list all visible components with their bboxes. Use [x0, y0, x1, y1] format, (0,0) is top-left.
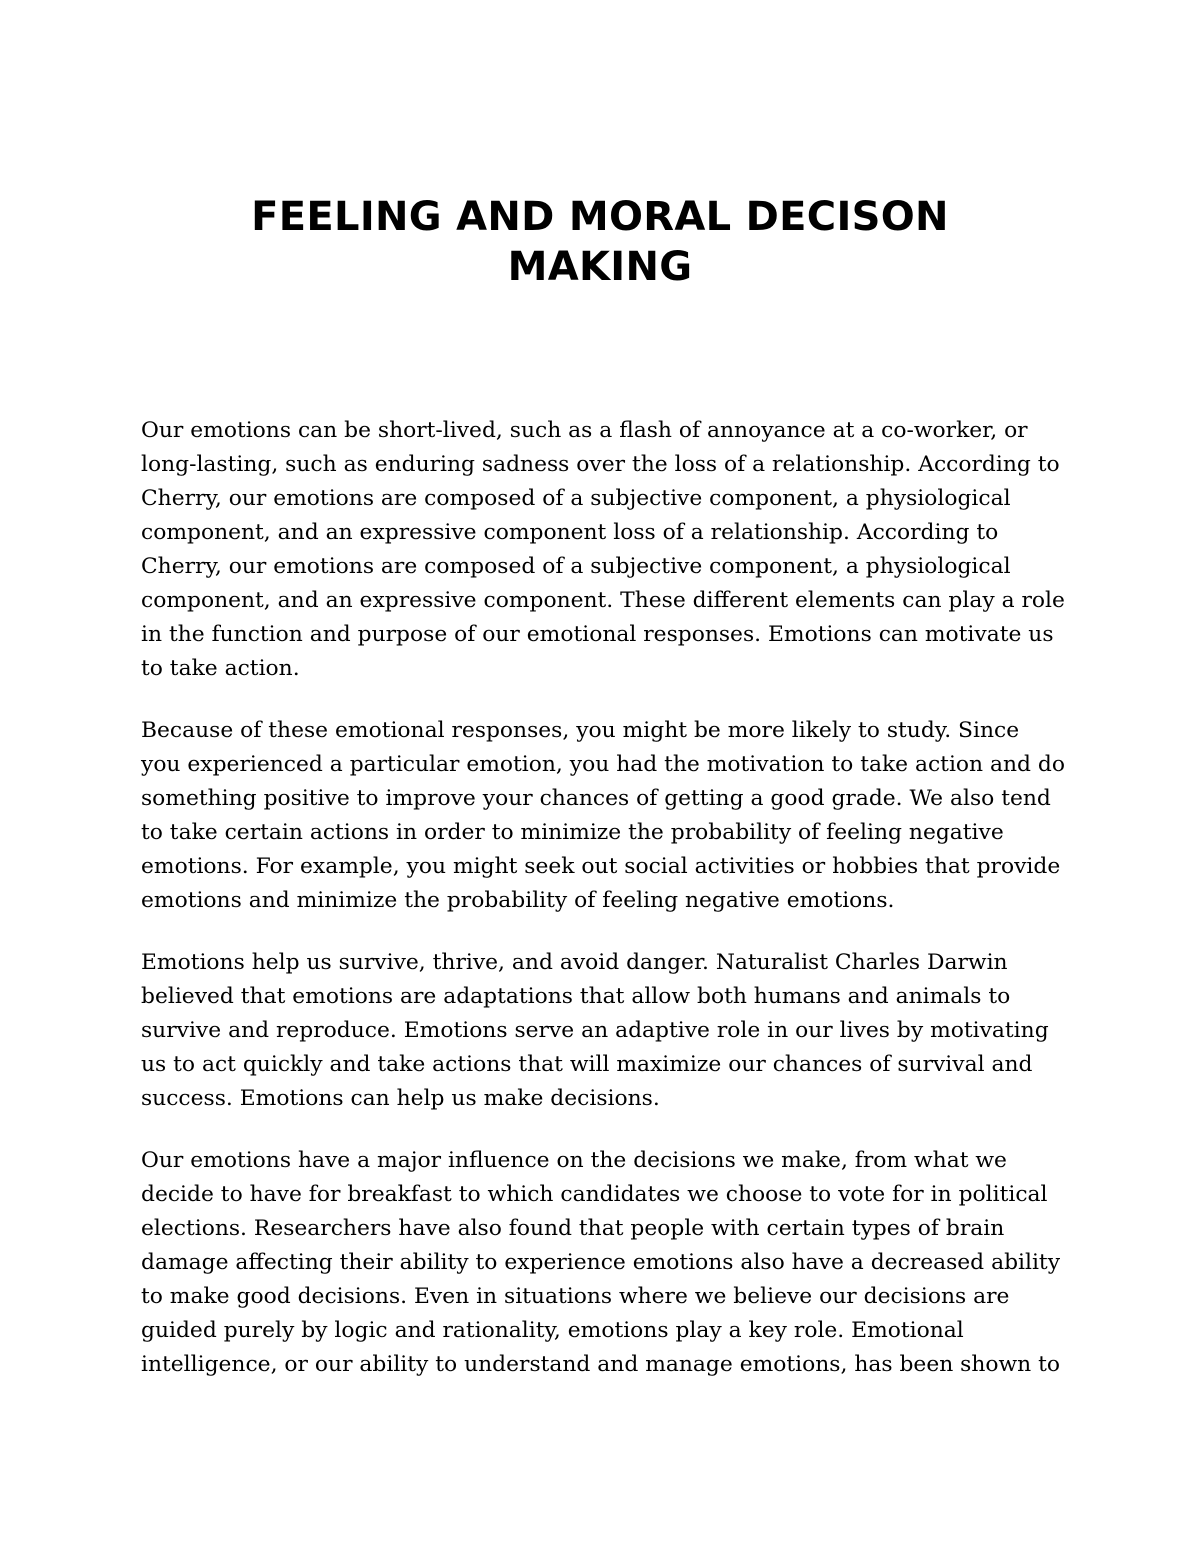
text-line: Our emotions can be short-lived, such as a flash of annoyance at a co-worker, or [141, 418, 1028, 443]
text-line: in the function and purpose of our emotional responses. Emotions can motivate us [141, 622, 1054, 647]
text-line: Cherry, our emotions are composed of a subjective component, a physiological [141, 554, 1011, 579]
paragraph-1 [141, 414, 1071, 686]
title-line: MAKING [507, 244, 693, 290]
text-line: Because of these emotional responses, you might be more likely to study. Since [141, 718, 1020, 743]
text-line: us to act quickly and take actions that will maximize our chances of survival and [141, 1052, 1033, 1077]
text-line: emotions and minimize the probability of feeling negative emotions. [141, 888, 895, 913]
text-line: intelligence, or our ability to understand and manage emotions, has been shown to [141, 1352, 1061, 1377]
text-line: success. Emotions can help us make decisions. [141, 1086, 660, 1111]
text-line: damage affecting their ability to experience emotions also have a decreased ability [141, 1250, 1061, 1275]
text-line: decide to have for breakfast to which candidates we choose to vote for in political [141, 1182, 1048, 1207]
paragraph-3 [141, 946, 1071, 1116]
text-line: survive and reproduce. Emotions serve an adaptive role in our lives by motivating [141, 1018, 1049, 1043]
paragraph-2 [141, 714, 1071, 918]
document-body [141, 414, 1071, 1410]
text-line: to make good decisions. Even in situations where we believe our decisions are [141, 1284, 1010, 1309]
text-line: Emotions help us survive, thrive, and avoid danger. Naturalist Charles Darwin [141, 950, 1008, 975]
text-line: component, and an expressive component. These different elements can play a role [141, 588, 1065, 613]
paragraph-4 [141, 1144, 1071, 1382]
text-line: believed that emotions are adaptations that allow both humans and animals to [141, 984, 1011, 1009]
text-line: elections. Researchers have also found that people with certain types of brain [141, 1216, 1005, 1241]
text-line: you experienced a particular emotion, you had the motivation to take action and do [141, 752, 1065, 777]
text-line: Cherry, our emotions are composed of a subjective component, a physiological [141, 486, 1011, 511]
text-line: to take action. [141, 656, 300, 681]
text-line: Our emotions have a major influence on the decisions we make, from what we [141, 1148, 1007, 1173]
text-line: long-lasting, such as enduring sadness over the loss of a relationship. According to [141, 452, 1060, 477]
document-title [140, 192, 1060, 292]
text-line: emotions. For example, you might seek out social activities or hobbies that provide [141, 854, 1061, 879]
title-line: FEELING AND MORAL DECISON [251, 194, 949, 240]
text-line: to take certain actions in order to minimize the probability of feeling negative [141, 820, 1004, 845]
text-line: guided purely by logic and rationality, emotions play a key role. Emotional [141, 1318, 964, 1343]
text-line: something positive to improve your chances of getting a good grade. We also tend [141, 786, 1051, 811]
text-line: component, and an expressive component loss of a relationship. According to [141, 520, 999, 545]
